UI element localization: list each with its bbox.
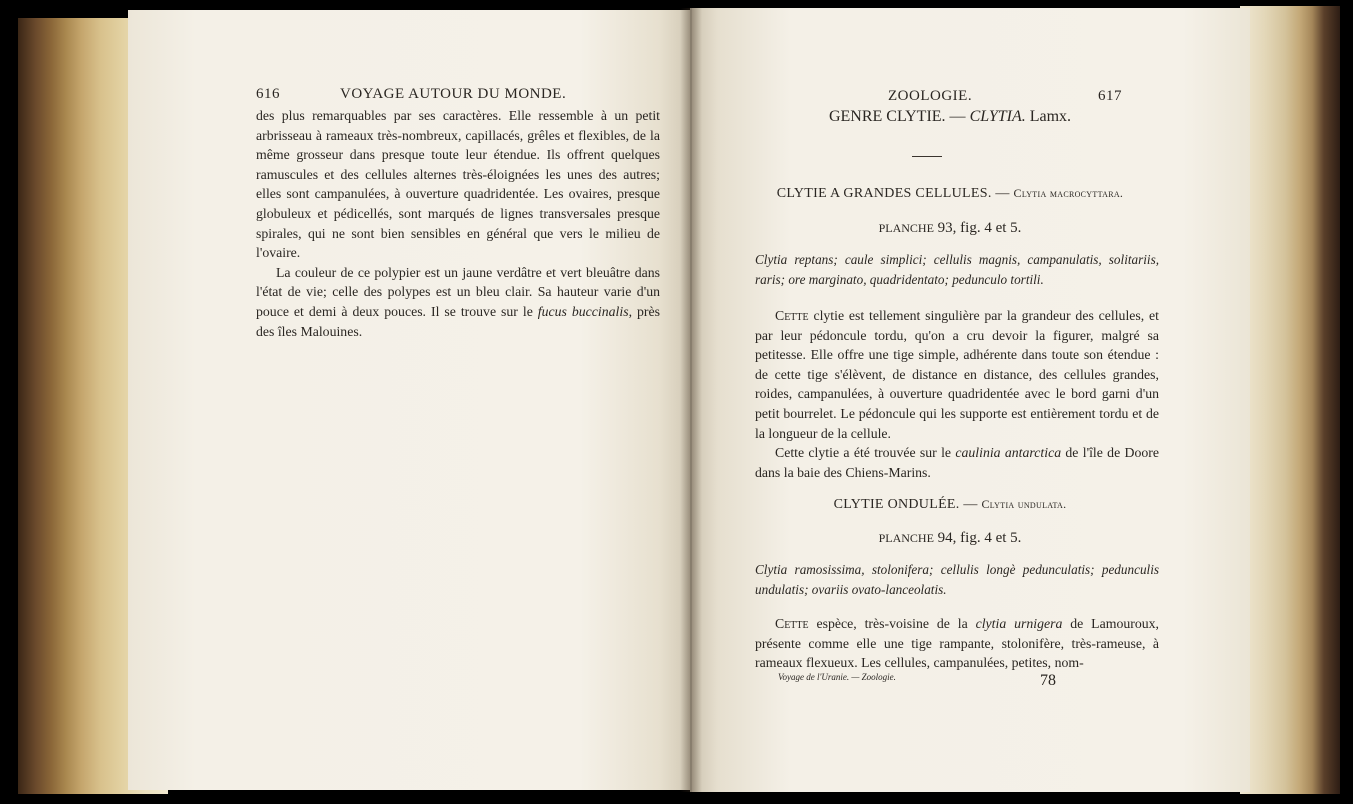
diagnosis-1: Clytia reptans; caule simplici; cellulis magnis, campanulatis, solitariis, raris; ore marginato, quadridentato; pedunculo tortili.: [755, 252, 1159, 287]
signature-mark: 78: [1040, 672, 1056, 689]
species2-description: [755, 614, 1159, 673]
genre-title: GENRE CLYTIE. — CLYTIA. Lamx.: [828, 108, 1072, 125]
title-divider: [912, 156, 942, 157]
s2-paragraph-1: Cette espèce, très-voisine de la clytia urnigera de Lamouroux, présente comme elle une tige rampante, stolonifère, très-rameuse, à rameaux flexueux. Les cellules, campanulées, petites, nom-: [755, 616, 1159, 671]
species1-title: CLYTIE A GRANDES CELLULES. — Clytia macrocyttara.: [776, 186, 1124, 201]
right-page: [690, 8, 1250, 792]
planche-94: PLANCHE 94, fig. 4 et 5.: [878, 530, 1022, 546]
running-head-right: ZOOLOGIE.: [888, 88, 973, 104]
right-book-edge: [1240, 6, 1340, 794]
s1-paragraph-2: Cette clytie a été trouvée sur le caulinia antarctica de l'île de Doore dans la baie des Chiens-Marins.: [755, 445, 1159, 480]
diagnosis-2: Clytia ramosissima, stolonifera; cellulis longè pedunculatis; pedunculis undulatis; ovariis ovato-lanceolatis.: [755, 562, 1159, 597]
footer-imprint: Voyage de l'Uranie. — Zoologie.: [778, 672, 896, 682]
species2-title: CLYTIE ONDULÉE. — Clytia undulata.: [833, 497, 1067, 512]
book-gutter: [680, 8, 702, 792]
planche-93: PLANCHE 93, fig. 4 et 5.: [878, 220, 1022, 236]
left-page: [128, 10, 693, 790]
left-paragraph-2: La couleur de ce polypier est un jaune verdâtre et vert bleuâtre dans l'état de vie; celle des polypes est un bleu clair. Sa hauteur varie d'un pouce et demi à deux pouces. Il se trouve sur le fucus buccinalis, près des îles Malouines.: [256, 264, 660, 339]
page-number-left: 616: [256, 86, 280, 102]
left-text-block: [256, 106, 660, 341]
s1-paragraph-1: Cette clytie est tellement singulière par la grandeur des cellules, et par leur pédoncule tordu, qu'on a cru devoir la figurer, malgré sa petitesse. Elle offre une tige simple, adhérente dans toute son étendue : de cette tige s'élèvent, de distance en distance, des cellules grandes, roides, campanulées, à ouverture quadridentée avec le bord garni d'un petit bourrelet. Le pédoncule qui les supporte est entièrement tordu et de la longueur de la cellule.: [755, 308, 1159, 441]
species-name: fucus buccinalis: [537, 303, 629, 319]
species1-description: [755, 306, 1159, 482]
page-number-right: 617: [1098, 88, 1122, 104]
running-head-left: VOYAGE AUTOUR DU MONDE.: [340, 86, 567, 102]
left-paragraph-1: des plus remarquables par ses caractères. Elle ressemble à un petit arbrisseau à rameaux très-nombreux, capillacés, grêles et flexibles, de la même grosseur dans presque toute leur étendue. Ils offrent quelques ramuscules et des cellules alternes très-éloignées les unes des autres; elles sont campanulées, à ouverture quadridentée. Les ovaires, presque globuleux et pédicellés, sont marqués de lignes transversales presque spirales, qui ne sont bien sensibles en général que vers le milieu de l'ovaire.: [256, 108, 660, 261]
